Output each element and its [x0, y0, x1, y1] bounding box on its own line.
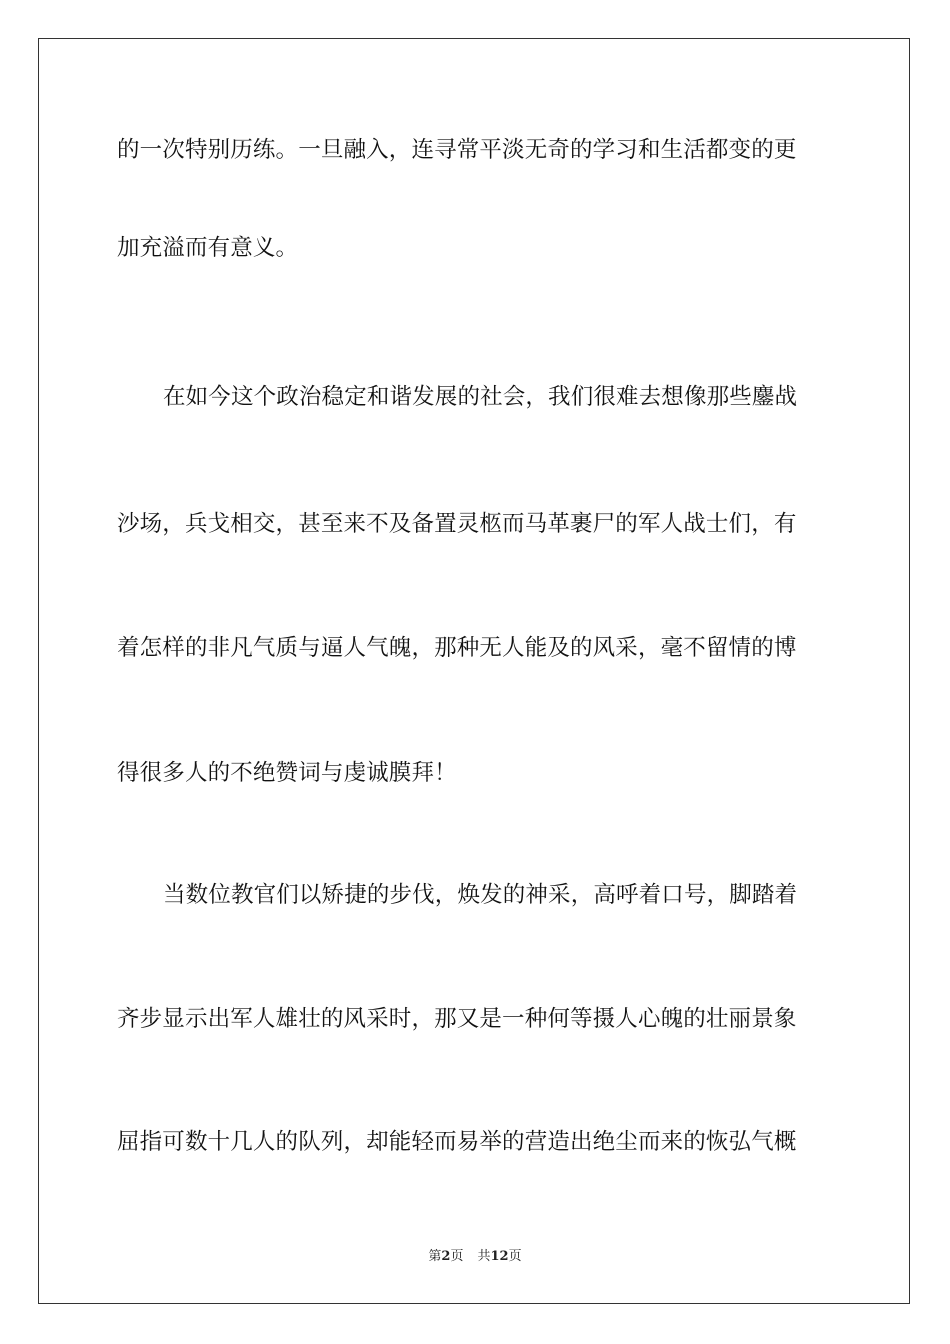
page-border: [38, 38, 910, 1304]
footer-page-prefix: 第: [428, 1249, 442, 1264]
page-footer: [0, 1247, 950, 1267]
body-text-line-6: 得很多人的不绝赞词与虔诚膜拜！: [117, 760, 457, 786]
body-text-line-8: 齐步显示出军人雄壮的风采时，那又是一种何等摄人心魄的壮丽景象: [117, 1006, 797, 1032]
body-text-line-7: 当数位教官们以矫捷的步伐，焕发的神采，高呼着口号，脚踏着: [163, 882, 798, 908]
footer-page-total: 12: [490, 1249, 509, 1264]
body-text-line-3: 在如今这个政治稳定和谐发展的社会，我们很难去想像那些鏖战: [163, 384, 798, 410]
footer-total-suffix: 页: [508, 1249, 522, 1264]
body-text-line-1: 的一次特别历练。一旦融入，连寻常平淡无奇的学习和生活都变的更: [117, 137, 797, 163]
footer-page-suffix: 页: [450, 1249, 464, 1264]
body-text-line-2: 加充溢而有意义。: [117, 235, 299, 261]
footer-page-current: 2: [441, 1249, 451, 1264]
body-text-line-4: 沙场，兵戈相交，甚至来不及备置灵柩而马革裹尸的军人战士们，有: [117, 511, 797, 537]
body-text-line-9: 屈指可数十几人的队列，却能轻而易举的营造出绝尘而来的恢弘气概: [117, 1129, 797, 1155]
footer-total-prefix: 共: [477, 1249, 491, 1264]
body-text-line-5: 着怎样的非凡气质与逼人气魄，那种无人能及的风采，毫不留情的博: [117, 635, 797, 661]
